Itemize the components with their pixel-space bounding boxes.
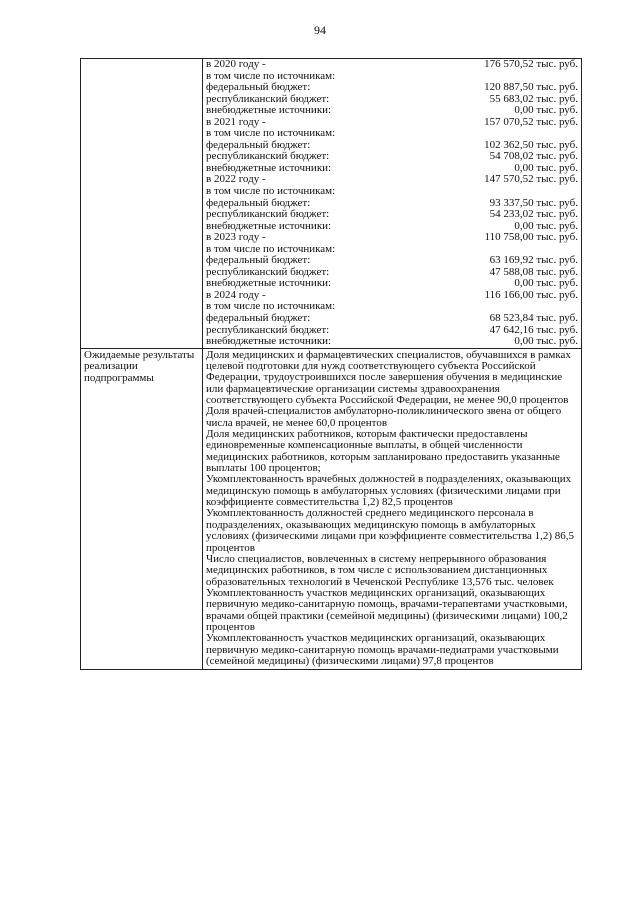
funding-line-amount: 54 233,02 тыс. руб.: [489, 208, 578, 221]
funding-row: [81, 59, 582, 349]
funding-label-cell: [81, 59, 203, 349]
funding-line-amount: 93 337,50 тыс. руб.: [489, 196, 578, 209]
funding-line: [203, 186, 581, 198]
funding-line-label: внебюджетные источники:: [206, 161, 332, 174]
funding-line-amount: 47 588,08 тыс. руб.: [489, 265, 578, 278]
funding-line-label: в 2022 году -: [206, 173, 266, 186]
funding-line-label: внебюджетные источники:: [206, 219, 332, 232]
funding-line-label: в 2020 году -: [206, 58, 266, 70]
funding-line-amount: 102 362,50 тыс. руб.: [484, 138, 578, 151]
funding-line-label: республиканский бюджет:: [206, 208, 330, 221]
funding-line-label: в том числе по источникам:: [206, 242, 336, 255]
funding-line-label: в том числе по источникам:: [206, 185, 336, 198]
funding-line-label: федеральный бюджет:: [206, 196, 311, 209]
funding-line-amount: 68 523,84 тыс. руб.: [489, 312, 578, 325]
funding-line: [203, 59, 581, 71]
funding-line-label: в том числе по источникам:: [206, 69, 336, 82]
funding-line-label: федеральный бюджет:: [206, 81, 311, 94]
results-label: Ожидаемые результаты реализации подпрограммы: [81, 348, 203, 670]
funding-cell: [203, 59, 582, 349]
funding-line-amount: 0,00 тыс. руб.: [514, 104, 578, 117]
funding-line-label: внебюджетные источники:: [206, 335, 332, 348]
result-item: Число специалистов, вовлеченных в систему непрерывного образования медицинских работников, в том числе с использованием дистанционных образовательных технологий в Чеченской Республике 13,576 тыс. человек: [206, 552, 554, 588]
result-item: Доля медицинских работников, которым фактически предоставлены единовременные компенсационные выплаты, в общей численности медицинских работников, которым запланировано предоставить указанные выплаты 100 процентов;: [206, 428, 560, 475]
funding-line-amount: 110 758,00 тыс. руб.: [484, 231, 578, 244]
funding-line: [203, 336, 581, 348]
result-item: Доля медицинских и фармацевтических специалистов, обучавшихся в рамках целевой подготовки для нужд соответствующего субъекта Российской Федерации, трудоустроившихся после завершения обучения в медицинские или фармацевтические организации системы здравоохранения соответствующего субъекта Российской Федерации, не менее 90,0 процентов: [206, 348, 571, 407]
funding-line-label: федеральный бюджет:: [206, 138, 311, 151]
funding-line-label: республиканский бюджет:: [206, 150, 330, 163]
results-row: [81, 348, 582, 670]
funding-line-amount: 0,00 тыс. руб.: [514, 335, 578, 348]
funding-line-amount: 54 708,02 тыс. руб.: [489, 150, 578, 163]
funding-line-amount: 157 070,52 тыс. руб.: [484, 115, 578, 128]
funding-line: [203, 209, 581, 221]
funding-line-amount: 55 683,02 тыс. руб.: [489, 92, 578, 105]
funding-line-label: в том числе по источникам:: [206, 300, 336, 313]
result-item: Укомплектованность врачебных должностей в подразделениях, оказывающих медицинскую помощь в амбулаторных условиях (физическими лицами при коэффициенте совместительства 1,2) 82,5 процентов: [206, 473, 572, 509]
funding-line: [203, 105, 581, 117]
funding-line-amount: 0,00 тыс. руб.: [514, 219, 578, 232]
funding-line-label: внебюджетные источники:: [206, 104, 332, 117]
funding-line-label: федеральный бюджет:: [206, 312, 311, 325]
funding-line-label: внебюджетные источники:: [206, 277, 332, 290]
result-item: Укомплектованность участков медицинских организаций, оказывающих первичную медико-санитарную помощь врачами-педиатрами участковыми (семейной медицины) (физическими лицами) 97,8 процентов: [206, 632, 559, 667]
funding-line-label: в том числе по источникам:: [206, 127, 336, 140]
funding-line-label: в 2023 году -: [206, 231, 266, 244]
funding-line-amount: 147 570,52 тыс. руб.: [484, 173, 578, 186]
funding-line-label: республиканский бюджет:: [206, 323, 330, 336]
funding-line-amount: 63 169,92 тыс. руб.: [489, 254, 578, 267]
funding-line-amount: 0,00 тыс. руб.: [514, 161, 578, 174]
funding-line: [203, 313, 581, 325]
funding-line-amount: 116 166,00 тыс. руб.: [484, 288, 578, 301]
page-number: 94: [314, 23, 326, 37]
program-table: [80, 58, 582, 670]
funding-line-amount: 120 887,50 тыс. руб.: [484, 81, 578, 94]
funding-line-amount: 176 570,52 тыс. руб.: [484, 58, 578, 70]
result-item: Укомплектованность участков медицинских организаций, оказывающих первичную медико-санитарную помощь, врачами-терапевтами участковыми, врачами общей практики (семейной медицины) (физическими лицами) 100,2 процентов: [206, 586, 568, 633]
funding-line-amount: 47 642,16 тыс. руб.: [489, 323, 578, 336]
funding-line-label: федеральный бюджет:: [206, 254, 311, 267]
result-item: Укомплектованность должностей среднего медицинского персонала в подразделениях, оказывающих медицинскую помощь в амбулаторных условиях (физическими лицами при коэффициенте совместительства 1,2) 86,5 процентов: [206, 507, 575, 554]
funding-line: [203, 82, 581, 94]
funding-line-label: республиканский бюджет:: [206, 265, 330, 278]
funding-line-label: в 2024 году -: [206, 288, 266, 301]
funding-line-label: в 2021 году -: [206, 115, 266, 128]
funding-line-amount: 0,00 тыс. руб.: [514, 277, 578, 290]
result-item: Доля врачей-специалистов амбулаторно-поликлинического звена от общего числа врачей, не менее 60,0 процентов: [206, 405, 562, 429]
funding-line-label: республиканский бюджет:: [206, 92, 330, 105]
results-cell: [203, 348, 582, 670]
